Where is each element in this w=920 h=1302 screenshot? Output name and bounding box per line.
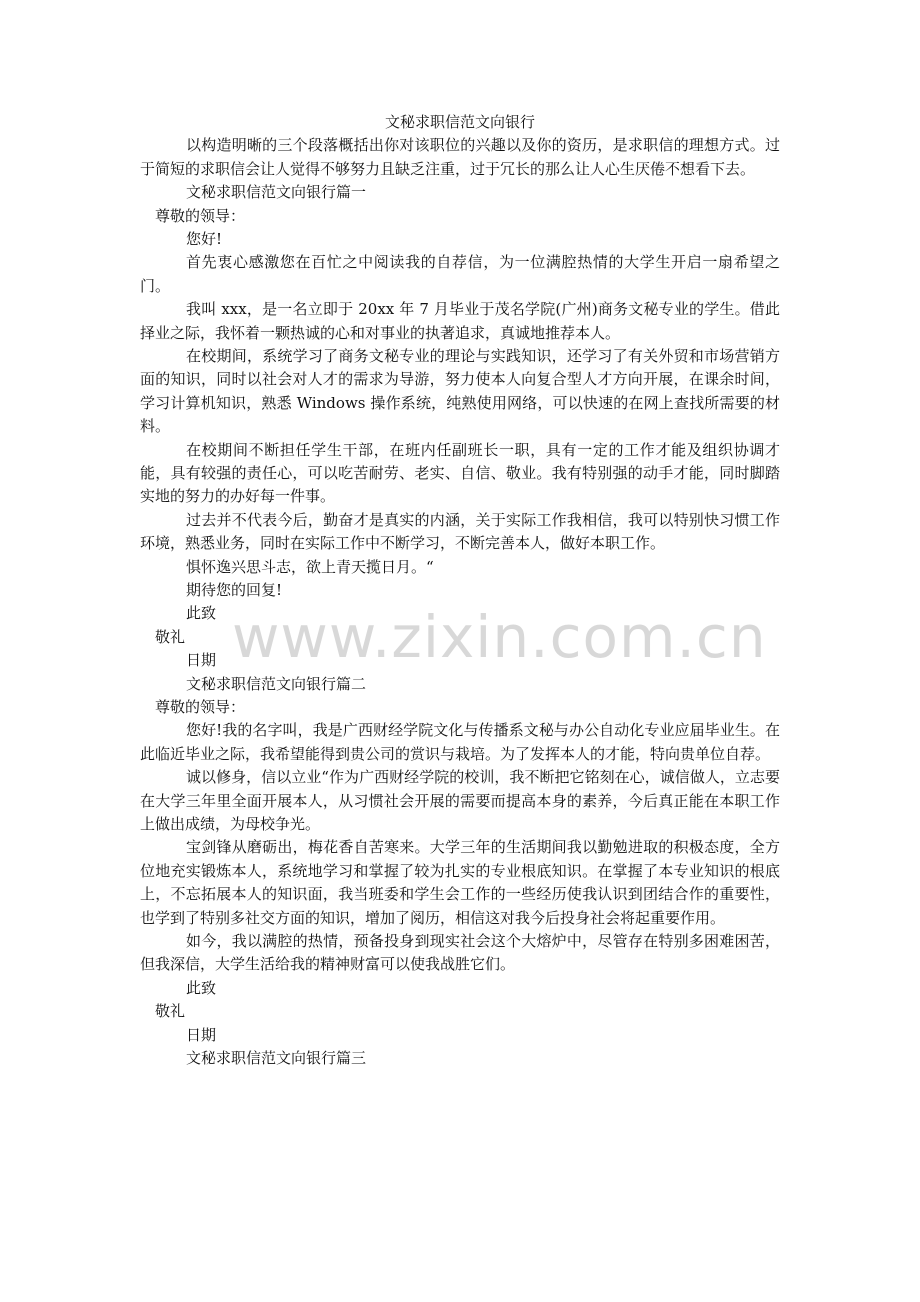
letter2-paragraph-4: 如今，我以满腔的热情，预备投身到现实社会这个大熔炉中，尽管存在特别多困难困苦，但我深信，大学生活给我的精神财富可以使我战胜它们。 — [140, 932, 780, 974]
letter2-closing-1: 此致 — [186, 978, 217, 997]
document-title: 文秘求职信范文向银行 — [384, 113, 535, 131]
letter1-paragraph-5: 过去并不代表今后，勤奋才是真实的内涵，关于实际工作我相信，我可以特别快习惯工作环境，熟悉业务，同时在实际工作中不断学习，不断完善本人，做好本职工作。 — [140, 510, 780, 553]
letter1-closing-1: 此致 — [186, 604, 217, 623]
letter1-paragraph-1: 首先衷心感激您在百忙之中阅读我的自荐信，为一位满腔热情的大学生开启一扇希望之门。 — [140, 253, 780, 295]
letter2-paragraph-1: 您好!我的名字叫，我是广西财经学院文化与传播系文秘与办公自动化专业应届毕业生。在此临近毕业之际，我希望能得到贵公司的赏识与栽培。为了发挥本人的才能，特向贵单位自荐。 — [140, 721, 780, 763]
letter1-heading: 文秘求职信范文向银行篇一 — [186, 183, 367, 202]
letter2-paragraph-2: 诚以修身，信以立业“作为广西财经学院的校训，我不断把它铭刻在心，诚信做人，立志要在大学三年里全面开展本人，从习惯社会开展的需要而提高本身的素养，今后真正能在本职工作上做出成绩，为母校争光。 — [140, 768, 780, 834]
letter1-paragraph-4: 在校期间不断担任学生干部，在班内任副班长一职，具有一定的工作才能及组织协调才能，具有较强的责任心，可以吃苦耐劳、老实、自信、敬业。我有特别强的动手才能，同时脚踏实地的努力的办好每一件事。 — [140, 440, 780, 506]
letter2-paragraph-3: 宝剑锋从磨砺出，梅花香自苦寒来。大学三年的生活期间我以勤勉进取的积极态度，全方位地充实锻炼本人，系统地学习和掌握了较为扎实的专业根底知识。在掌握了本专业知识的根底上，不忘拓展本人的知识面，我当班委和学生会工作的一些经历使我认识到团结合作的重要性，也学到了特别多社交方面的知识，增加了阅历，相信这对我今后投身社会将起重要作用。 — [140, 838, 780, 927]
letter1-closing-2: 敬礼 — [155, 627, 186, 646]
letter1-salutation: 尊敬的领导： — [155, 206, 246, 225]
watermark: www.zixin.com.cn — [232, 603, 767, 671]
letter1-greeting: 您好! — [186, 229, 223, 248]
letter2-closing-2: 敬礼 — [155, 1002, 186, 1021]
letter1-paragraph-3: 在校期间，系统学习了商务文秘专业的理论与实践知识，还学习了有关外贸和市场营销方面的知识，同时以社会对人才的需求为导游，努力使本人向复合型人才方向开展，在课余时间，学习计算机知识，熟悉 Windows 操作系统，纯熟使用网络，可以快速的在网上查找所需要的材料。 — [140, 347, 780, 436]
letter1-paragraph-2: 我叫 xxx，是一名立即于 20xx 年 7 月毕业于茂名学院(广州)商务文秘专业的学生。借此择业之际，我怀着一颗热诚的心和对事业的执著追求，真诚地推荐本人。 — [140, 300, 780, 342]
document-page — [140, 111, 780, 1070]
letter1-paragraph-7: 期待您的回复! — [186, 581, 283, 600]
letter2-date: 日期 — [186, 1025, 217, 1044]
intro-paragraph: 以构造明晰的三个段落概括出你对该职位的兴趣以及你的资历，是求职信的理想方式。过于简短的求职信会让人觉得不够努力且缺乏注重，过于冗长的那么让人心生厌倦不想看下去。 — [140, 136, 780, 178]
letter1-date: 日期 — [186, 651, 217, 670]
letter1-paragraph-6: 惧怀逸兴思斗志，欲上青天揽日月。“ — [186, 557, 434, 576]
letter2-heading: 文秘求职信范文向银行篇二 — [186, 674, 367, 693]
letter3-heading: 文秘求职信范文向银行篇三 — [186, 1049, 367, 1068]
letter2-salutation: 尊敬的领导： — [155, 698, 246, 716]
